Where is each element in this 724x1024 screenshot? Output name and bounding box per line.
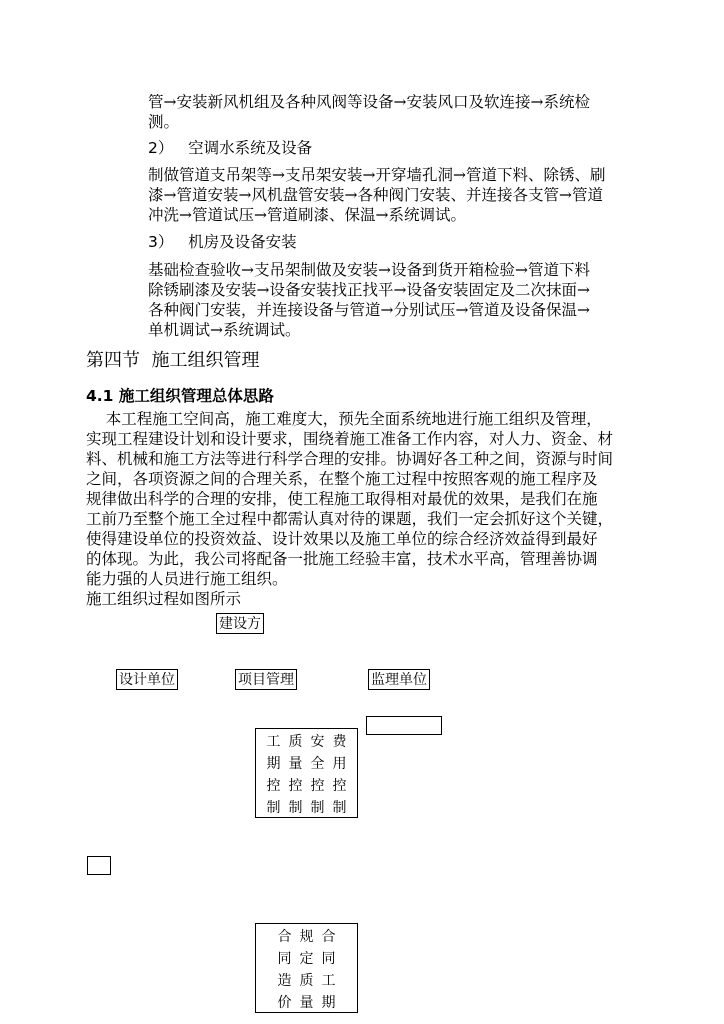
contract-cell: 工 xyxy=(321,973,336,989)
blank-box-left xyxy=(87,856,111,875)
control-cell: 控 xyxy=(332,778,347,794)
item2-line-3: 冲洗→管道试压→管道刷漆、保温→系统调试。 xyxy=(148,206,466,224)
contract-cell: 合 xyxy=(277,929,292,945)
paragraph-line-1: 本工程施工空间高，施工难度大，预先全面系统地进行施工组织及管理， xyxy=(86,410,602,428)
control-cell: 质 xyxy=(288,734,303,750)
item3-line-2: 除锈刷漆及安装→设备安装找正找平→设备安装固定及二次抹面→ xyxy=(148,281,590,299)
contract-row xyxy=(256,948,357,970)
control-cell: 制 xyxy=(288,800,303,816)
control-cell: 安 xyxy=(310,734,325,750)
control-cell: 期 xyxy=(266,756,281,772)
paragraph-line-6: 工前乃至整个施工全过程中都需认真对待的课题，我们一定会抓好这个关键， xyxy=(86,510,614,528)
contract-cell: 期 xyxy=(321,995,336,1011)
control-cell: 量 xyxy=(288,756,303,772)
contract-row xyxy=(256,970,357,992)
contract-cell: 造 xyxy=(277,973,292,989)
control-cell: 控 xyxy=(266,778,281,794)
item2-heading: 2） 空调水系统及设备 xyxy=(148,139,313,157)
paragraph-line-5: 规律做出科学的合理的安排，使工程施工取得相对最优的效果，是我们在施 xyxy=(86,490,598,508)
paragraph-line-7: 使得建设单位的投资效益、设计效果以及施工单位的综合经济效益得到最好 xyxy=(86,530,598,548)
paragraph-line-8: 的体现。为此，我公司将配备一批施工经验丰富，技术水平高，管理善协调 xyxy=(86,550,598,568)
intro-line-2: 测。 xyxy=(148,113,180,131)
control-row xyxy=(256,775,357,797)
diagram-caption: 施工组织过程如图所示 xyxy=(86,590,242,608)
control-cell: 制 xyxy=(266,800,281,816)
contract-cell: 价 xyxy=(277,995,292,1011)
item3-line-3: 各种阀门安装，并连接设备与管道→分别试压→管道及设备保温→ xyxy=(148,301,590,319)
item3-line-4: 单机调试→系统调试。 xyxy=(148,321,301,339)
control-cell: 制 xyxy=(310,800,325,816)
contract-cell: 规 xyxy=(299,929,314,945)
control-cell: 制 xyxy=(332,800,347,816)
control-cell: 全 xyxy=(310,756,325,772)
control-cell: 工 xyxy=(266,734,281,750)
item3-heading: 3） 机房及设备安装 xyxy=(148,233,297,251)
paragraph-line-4: 之间，各项资源之间的合理关系，在整个施工过程中按照客观的施工程序及 xyxy=(86,470,598,488)
item2-line-2: 漆→管道安装→风机盘管安装→各种阀门安装、并连接各支管→管道 xyxy=(148,186,603,204)
paragraph-line-2: 实现工程建设计划和设计要求，围绕着施工准备工作内容，对人力、资金、材 xyxy=(86,430,614,448)
owner-box: 建设方 xyxy=(216,613,264,634)
project-mgmt-box: 项目管理 xyxy=(235,669,297,690)
item3-line-1: 基础检查验收→支吊架制做及安装→设备到货开箱检验→管道下料 xyxy=(148,261,590,279)
contract-cell: 质 xyxy=(299,973,314,989)
contract-grid-box xyxy=(255,923,358,1013)
contract-cell: 定 xyxy=(299,951,314,967)
paragraph-line-3: 料、机械和施工方法等进行科学合理的安排。协调好各工种之间，资源与时间 xyxy=(86,450,614,468)
contract-cell: 同 xyxy=(321,951,336,967)
control-cell: 用 xyxy=(332,756,347,772)
control-grid-box xyxy=(255,728,358,818)
control-cell: 费 xyxy=(332,734,347,750)
control-cell: 控 xyxy=(288,778,303,794)
contract-row xyxy=(256,926,357,948)
design-unit-box: 设计单位 xyxy=(116,669,178,690)
contract-row xyxy=(256,992,357,1014)
paragraph-line-9: 能力强的人员进行施工组织。 xyxy=(86,570,288,588)
control-row xyxy=(256,753,357,775)
control-row xyxy=(256,797,357,819)
control-row xyxy=(256,731,357,753)
section-title: 第四节 施工组织管理 xyxy=(86,350,260,371)
contract-cell: 量 xyxy=(299,995,314,1011)
intro-line-1: 管→安装新风机组及各种风阀等设备→安装风口及软连接→系统检 xyxy=(148,93,590,111)
contract-cell: 合 xyxy=(321,929,336,945)
contract-cell: 同 xyxy=(277,951,292,967)
control-cell: 控 xyxy=(310,778,325,794)
subsection-title: 4.1 施工组织管理总体思路 xyxy=(86,387,274,405)
blank-box-right xyxy=(366,716,442,735)
supervision-box: 监理单位 xyxy=(368,669,430,690)
item2-line-1: 制做管道支吊架等→支吊架安装→开穿墙孔洞→管道下料、除锈、刷 xyxy=(148,166,606,184)
